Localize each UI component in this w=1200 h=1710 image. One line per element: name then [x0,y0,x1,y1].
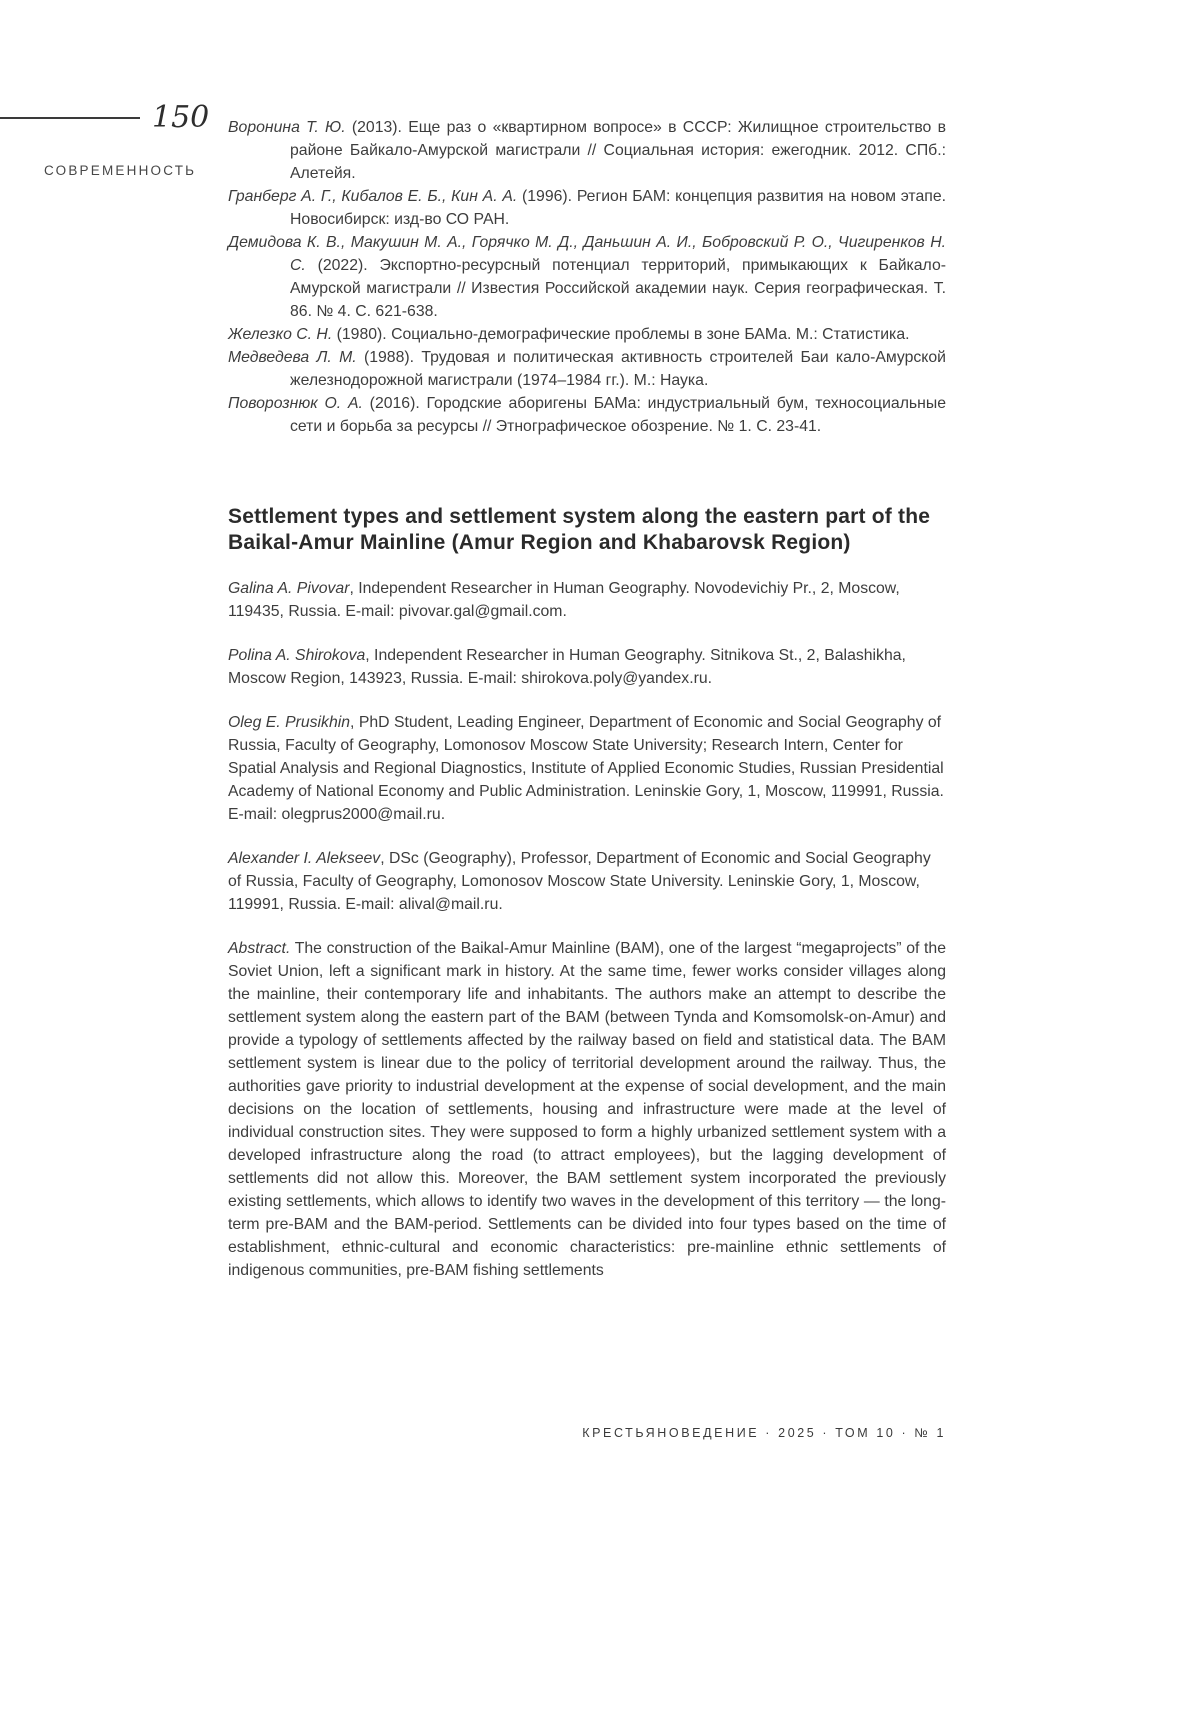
author-name: Alexander I. Alekseev [228,850,381,867]
reference-text: (2016). Городские аборигены БАМа: индустриальный бум, техносоциальные сети и борьба за ресурсы // Этнографическое обозрение. № 1. С. 23-41. [290,395,947,435]
reference-entry [228,392,946,438]
reference-authors: Поворознюк О. А. [228,395,363,412]
page-number-rule [0,117,140,119]
reference-entry [228,185,946,231]
section-rubric: СОВРЕМЕННОСТЬ [44,163,197,178]
abstract-text: The construction of the Baikal-Amur Mainline (BAM), one of the largest “megaprojects” of the Soviet Union, left a significant mark in history. At the same time, fewer works consider villages along the mainline, their contemporary life and inhabitants. The authors make an attempt to describe the settlement system along the eastern part of the BAM (between Tynda and Komsomolsk-on-Amur) and provide a typology of settlements affected by the railway based on field and statistical data. The BAM settlement system is linear due to the policy of territorial development around the railway. Thus, the authorities gave priority to industrial development at the expense of social development, and the main decisions on the location of settlements, housing and infrastructure were made at the level of individual construction sites. They were supposed to form a highly urbanized settlement system with a developed infrastructure along the road (to attract employees), but the lagging development of settlements did not allow this. Moreover, the BAM settlement system incorporated the previously existing settlements, which allows to identify two waves in the development of this territory — the long-term pre-BAM and the BAM-period. Settlements can be divided into four types based on the time of establishment, ethnic-cultural and economic characteristics: pre-mainline ethnic settlements of indigenous communities, pre-BAM fishing settlements [228,940,946,1279]
author-affiliation [228,644,946,690]
reference-entry [228,116,946,185]
page-number: 150 [152,100,210,135]
reference-text: (2022). Экспортно-ресурсный потенциал территорий, примыкающих к Байкало-Амурской магистрали // Известия Российской академии наук. Серия географическая. Т. 86. № 4. С. 621-638. [290,257,946,320]
author-details: , DSc (Geography), Professor, Department of Economic and Social Geography of Russia, Faculty of Geography, Lomonosov Moscow State University. Leninskie Gory, 1, Moscow, 119991, Russia. E-mail: alival@mail.ru. [228,850,931,913]
author-details: , Independent Researcher in Human Geography. Novodevichiy Pr., 2, Moscow, 119435, Russia. E-mail: pivovar.gal@gmail.com. [228,580,900,620]
reference-list [228,116,946,438]
reference-authors: Гранберг А. Г., Кибалов Е. Б., Кин А. А. [228,188,518,205]
page-number-block [0,100,212,135]
reference-authors: Демидова К. В., Макушин М. А., Горячко М. Д., Даньшин А. И., Бобровский Р. О., Чигиренков Н. С. [228,234,946,274]
reference-authors: Железко С. Н. [228,326,333,343]
content-column [228,116,946,1282]
reference-authors: Воронина Т. Ю. [228,119,346,136]
reference-entry [228,231,946,323]
reference-text: (2013). Еще раз о «квартирном вопросе» в СССР: Жилищное строительство в районе Байкало-Амурской магистрали // Социальная история: ежегодник. 2012. СПб.: Алетейя. [290,119,946,182]
author-affiliation [228,847,946,916]
reference-entry [228,346,946,392]
author-name: Galina A. Pivovar [228,580,350,597]
reference-entry [228,323,946,346]
left-margin-column [0,0,212,178]
reference-text: (1988). Трудовая и политическая активность строителей Баи кало-Амурской железнодорожной магистрали (1974–1984 гг.). М.: Наука. [290,349,947,389]
reference-text: (1980). Социально-демографические проблемы в зоне БАМа. М.: Статистика. [332,326,910,343]
author-details: , Independent Researcher in Human Geography. Sitnikova St., 2, Balashikha, Moscow Region, 143923, Russia. E-mail: shirokova.poly@yandex.ru. [228,647,906,687]
author-name: Polina A. Shirokova [228,647,366,664]
reference-text: (1996). Регион БАМ: концепция развития на новом этапе. Новосибирск: изд-во СО РАН. [290,188,946,228]
journal-footer: КРЕСТЬЯНОВЕДЕНИЕ · 2025 · ТОМ 10 · № 1 [582,1426,946,1440]
author-affiliation [228,577,946,623]
author-name: Oleg E. Prusikhin [228,714,351,731]
article-title: Settlement types and settlement system along the eastern part of the Baikal-Amur Mainline (Amur Region and Khabarovsk Region) [228,505,931,554]
author-details: , PhD Student, Leading Engineer, Department of Economic and Social Geography of Russia, Faculty of Geography, Lomonosov Moscow State University; Research Intern, Center for Spatial Analysis and Regional Diagnostics, Institute of Applied Economic Studies, Russian Presidential Academy of National Economy and Public Administration. Leninskie Gory, 1, Moscow, 119991, Russia. E-mail: olegprus2000@mail.ru. [228,714,944,823]
abstract-paragraph [228,937,946,1282]
abstract-label: Abstract. [228,940,291,957]
author-affiliation [228,711,946,826]
reference-authors: Медведева Л. М. [228,349,357,366]
